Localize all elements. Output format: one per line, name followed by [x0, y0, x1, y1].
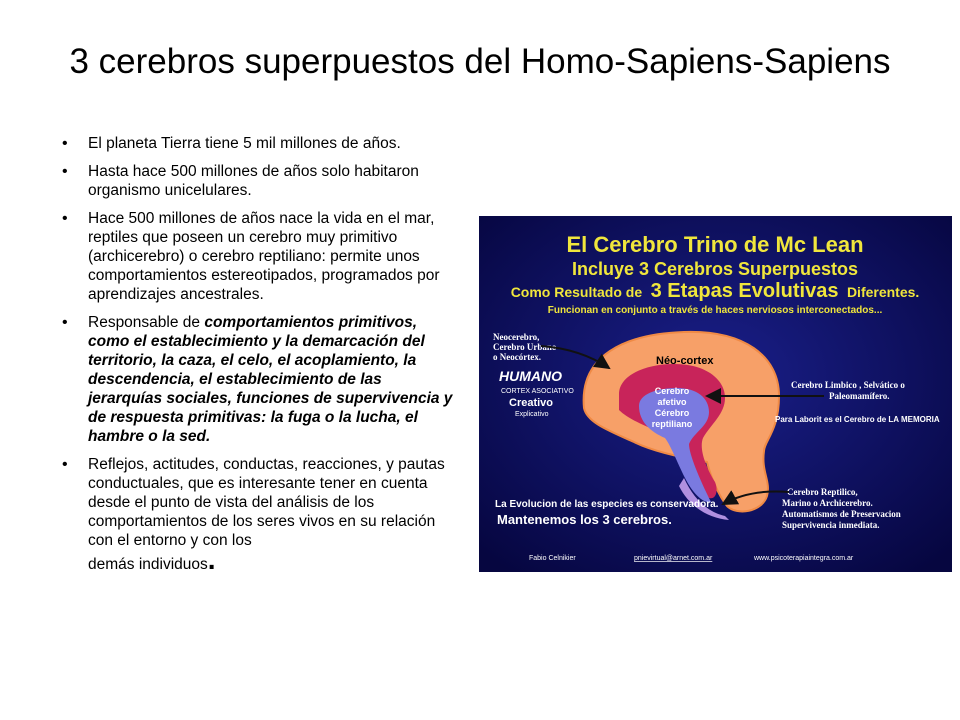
bullet-5-dot: . [207, 544, 216, 575]
footer-author: Fabio Celnikier [529, 555, 576, 562]
evolucion-line-2: Mantenemos los 3 cerebros. [497, 512, 672, 527]
reptilico-label-4: Supervivencia inmediata. [782, 520, 880, 530]
evolucion-line-1: La Evolucion de las especies es conservadora. [495, 499, 719, 510]
footer-email: pnievirtual@arnet.com.ar [634, 555, 713, 562]
neo-label-1: Neocerebro, [493, 332, 540, 342]
limbico-label-2: Paleomamífero. [829, 391, 890, 401]
bullet-4-plain: Responsable de [88, 314, 205, 331]
afectivo-label-1: Cerebro [654, 386, 690, 396]
reptil-label-2: reptiliano [651, 419, 693, 429]
bullet-5-tail: demás individuos [88, 556, 208, 573]
afectivo-label-2: afetivo [657, 397, 687, 407]
neo-label-3: o Neocórtex. [493, 352, 541, 362]
neo-cortex-inner-label: Néo-cortex [656, 355, 714, 367]
limbico-label-3: Para Laborit es el Cerebro de LA MEMORIA [775, 415, 940, 424]
bullet-4 [62, 313, 460, 446]
bullet-2: • Hasta hace 500 millones de años solo habitaron organismo unicelulares. [62, 162, 460, 200]
bullet-1: • El planeta Tierra tiene 5 mil millones de años. [62, 134, 460, 153]
triune-brain-figure [479, 216, 952, 572]
bullet-list [62, 134, 460, 583]
explicativo-label: Explicativo [515, 411, 549, 418]
bullet-4-emphasis: comportamientos primitivos, como el establecimiento y la demarcación del territorio, la caza, el celo, el acoplamiento, la descendencia, el establecimiento de las jerarquías sociales, funciones de supervivencia y de respuesta primitivas: la fuga o la lucha, el hambre o la sed. [88, 314, 453, 445]
figure-heading-3-pre: Como Resultado de [510, 284, 643, 300]
cortex-asociativo-label: CORTEX ASOCIATIVO [501, 388, 574, 395]
limbico-label-1: Cerebro Limbico , Selvático o [791, 380, 905, 390]
neo-label-2: Cerebro Urbano [493, 342, 557, 352]
figure-subtitle: Funcionan en conjunto a través de haces nerviosos interconectados... [547, 305, 883, 316]
figure-heading-2: Incluye 3 Cerebros Superpuestos [571, 259, 859, 279]
reptilico-label-1: Cerebro Reptilico, [787, 487, 858, 497]
slide-title: 3 cerebros superpuestos del Homo-Sapiens-Sapiens [69, 42, 891, 81]
footer-web: www.psicoterapiaintegra.com.ar [754, 555, 854, 562]
figure-heading-3-post: Diferentes. [846, 284, 920, 300]
creativo-label: Creativo [509, 397, 554, 409]
figure-heading-3-big: 3 Etapas Evolutivas [650, 280, 839, 302]
reptilico-label-2: Marino o Archicerebro. [782, 498, 873, 508]
reptil-label-1: Cérebro [654, 408, 690, 418]
reptilico-label-3: Automatismos de Preservacion [782, 509, 901, 519]
bullet-3: • Hace 500 millones de años nace la vida en el mar, reptiles que poseen un cerebro muy primitivo (archicerebro) o cerebro reptiliano: permite unos comportamientos estereotipados, programados por aprendizajes ancestrales. [62, 209, 460, 304]
bullet-5 [62, 455, 460, 574]
figure-heading-3 [511, 280, 920, 302]
figure-heading-1: El Cerebro Trino de Mc Lean [566, 232, 864, 257]
bullet-5-main: Reflejos, actitudes, conductas, reacciones, y pautas conductuales, que es interesante tener en cuenta desde el punto de vista del análisis de los comportamientos de los seres vivos en su relación con el entorno y con los [88, 456, 445, 549]
humano-label: HUMANO [499, 368, 562, 384]
